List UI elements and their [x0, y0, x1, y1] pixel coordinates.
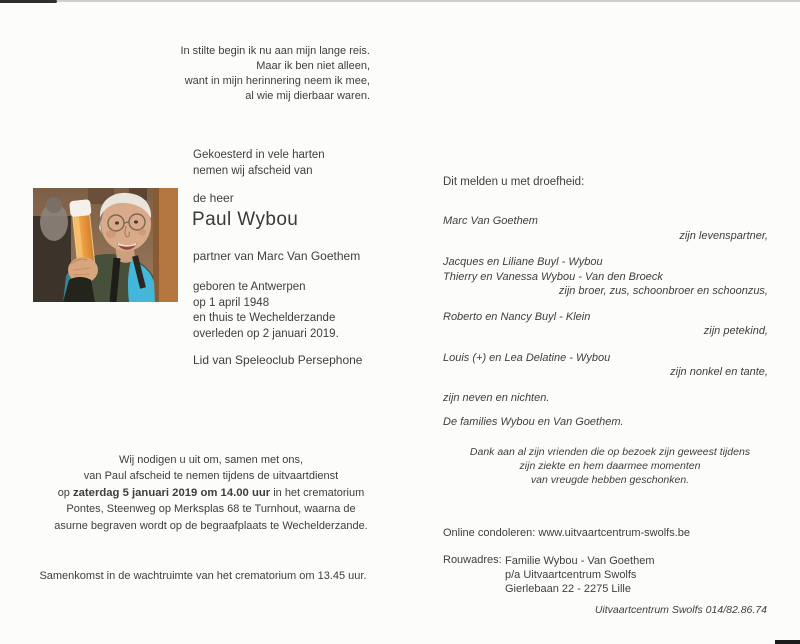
- scan-top-edge: [0, 0, 800, 2]
- invitation-line: asurne begraven wordt op de begraafplaats te Wechelderzande.: [54, 519, 368, 532]
- family-relation: zijn broer, zus, schoonbroer en schoonzus,: [558, 285, 768, 297]
- poem-line: want in mijn herinnering neem ik mee,: [184, 75, 370, 87]
- thanks-note: [420, 446, 800, 487]
- thanks-line: van vreugde hebben geschonken.: [530, 473, 690, 486]
- family-relation: zijn levenspartner,: [679, 230, 768, 242]
- family-relation: zijn petekind,: [703, 325, 768, 337]
- partner-line: partner van Marc Van Goethem: [193, 249, 361, 263]
- poem-line: In stilte begin ik nu aan mijn lange reis.: [180, 45, 370, 57]
- family-name: Marc Van Goethem: [443, 215, 538, 227]
- scan-bottom-right-mark: [775, 640, 800, 644]
- life-line: en thuis te Wechelderzande: [193, 312, 336, 325]
- life-line: geboren te Antwerpen: [193, 281, 306, 293]
- invitation-line: Pontes, Steenweg op Merksplas 68 te Turnhout, waarna de: [66, 503, 356, 516]
- farewell-intro: [193, 147, 325, 179]
- funeral-invitation: [8, 452, 414, 534]
- family-name: Thierry en Vanessa Wybou - Van den Broeck: [443, 271, 663, 283]
- announcement-line: Dit melden u met droefheid:: [443, 176, 585, 188]
- poem-line: al wie mij dierbaar waren.: [245, 90, 370, 102]
- family-relation: zijn nonkel en tante,: [670, 366, 768, 378]
- invitation-date-prefix: op: [57, 486, 73, 499]
- mourning-address-line: Familie Wybou - Van Goethem: [505, 555, 655, 567]
- invitation-line-date: [8, 485, 414, 501]
- families-line: De families Wybou en Van Goethem.: [443, 416, 624, 428]
- family-names: [443, 255, 663, 285]
- family-name: Jacques en Liliane Buyl - Wybou: [443, 256, 603, 268]
- mourning-address: [505, 554, 654, 596]
- mourning-address-line: Gierlebaan 22 - 2275 Lille: [505, 583, 631, 595]
- life-dates: [193, 280, 339, 343]
- online-condolence-line: Online condoleren: www.uitvaartcentrum-swolfs.be: [443, 527, 691, 539]
- thanks-line: Dank aan al zijn vrienden die op bezoek zijn geweest tijdens: [469, 446, 751, 458]
- life-line: op 1 april 1948: [193, 296, 270, 309]
- scan-top-left-mark: [0, 0, 57, 3]
- family-name: Roberto en Nancy Buyl - Klein: [443, 311, 591, 323]
- intro-line: nemen wij afscheid van: [193, 165, 313, 177]
- intro-line: Gekoesterd in vele harten: [193, 149, 325, 161]
- life-line: overleden op 2 januari 2019.: [193, 328, 339, 341]
- membership-line: Lid van Speleoclub Persephone: [193, 353, 363, 367]
- thanks-line: zijn ziekte en hem daarmee momenten: [519, 459, 701, 472]
- deceased-name: Paul Wybou: [192, 209, 299, 230]
- invitation-date-bold: zaterdag 5 januari 2019 om 14.00 uur: [72, 486, 271, 499]
- opening-poem: [180, 44, 370, 104]
- funeral-home-credit: Uitvaartcentrum Swolfs 014/82.86.74: [594, 604, 767, 616]
- portrait-photo: [33, 188, 178, 302]
- invitation-line: Wij nodigen u uit om, samen met ons,: [118, 454, 304, 466]
- mourning-address-label: Rouwadres:: [443, 554, 502, 566]
- mourning-address-line: p/a Uitvaartcentrum Swolfs: [505, 569, 637, 581]
- invitation-date-suffix: in het crematorium: [270, 486, 365, 499]
- cousins-line: zijn neven en nichten.: [443, 392, 550, 404]
- honorific: de heer: [193, 191, 234, 205]
- poem-line: Maar ik ben niet alleen,: [256, 60, 370, 72]
- invitation-line: van Paul afscheid te nemen tijdens de uitvaartdienst: [83, 470, 339, 483]
- gathering-line: Samenkomst in de wachtruimte van het crematorium om 13.45 uur.: [39, 570, 367, 582]
- family-name: Louis (+) en Lea Delatine - Wybou: [443, 352, 611, 364]
